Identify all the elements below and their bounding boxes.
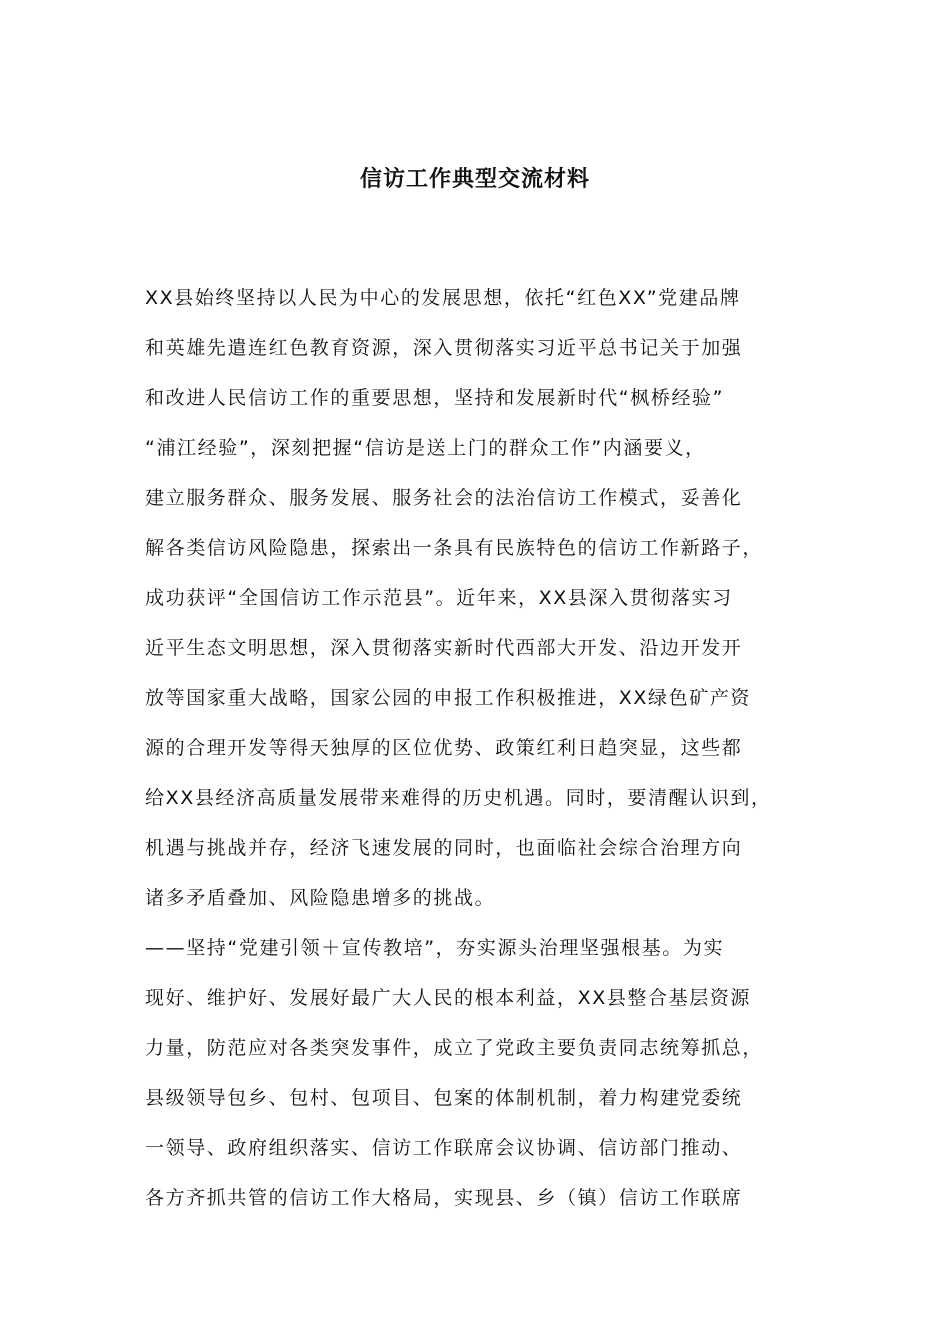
body-line: 力量，防范应对各类突发事件，成立了党政主要负责同志统筹抓总， [145,1037,764,1059]
body-line: 诸多矛盾叠加、风险隐患增多的挑战。 [145,887,496,909]
body-line: 和改进人民信访工作的重要思想，坚持和发展新时代“枫桥经验” [145,387,725,409]
body-line: 放等国家重大战略，国家公园的申报工作积极推进，XX绿色矿产资 [145,687,752,709]
body-line: 近平生态文明思想，深入贯彻落实新时代西部大开发、沿边开发开 [145,637,743,659]
body-line: 源的合理开发等得天独厚的区位优势、政策红利日趋突显，这些都 [145,737,743,759]
body-line: 建立服务群众、服务发展、服务社会的法治信访工作模式，妥善化 [145,487,743,509]
body-line: 机遇与挑战并存，经济飞速发展的同时，也面临社会综合治理方向 [145,837,743,859]
body-line: 成功获评“全国信访工作示范县”。近年来，XX县深入贯彻落实习 [145,587,733,609]
body-line: 解各类信访风险隐患，探索出一条具有民族特色的信访工作新路子， [145,537,764,559]
body-line: “浦江经验”，深刻把握“信访是送上门的群众工作”内涵要义， [145,437,706,459]
body-line: ——坚持“党建引领＋宣传教培”，夯实源头治理坚强根基。为实 [145,937,725,959]
body-line: 县级领导包乡、包村、包项目、包案的体制机制，着力构建党委统 [145,1087,743,1109]
body-line: 一领导、政府组织落实、信访工作联席会议协调、信访部门推动、 [145,1137,743,1159]
document-body [145,273,825,1223]
body-line: 和英雄先遣连红色教育资源，深入贯彻落实习近平总书记关于加强 [145,337,743,359]
body-line: XX县始终坚持以人民为中心的发展思想，依托“红色XX”党建品牌 [145,287,741,309]
body-line: 现好、维护好、发展好最广大人民的根本利益，XX县整合基层资源 [145,987,752,1009]
body-line: 各方齐抓共管的信访工作大格局，实现县、乡（镇）信访工作联席 [145,1187,743,1209]
body-line: 给XX县经济高质量发展带来难得的历史机遇。同时，要清醒认识到， [145,787,772,809]
document-title: 信访工作典型交流材料 [359,167,590,192]
